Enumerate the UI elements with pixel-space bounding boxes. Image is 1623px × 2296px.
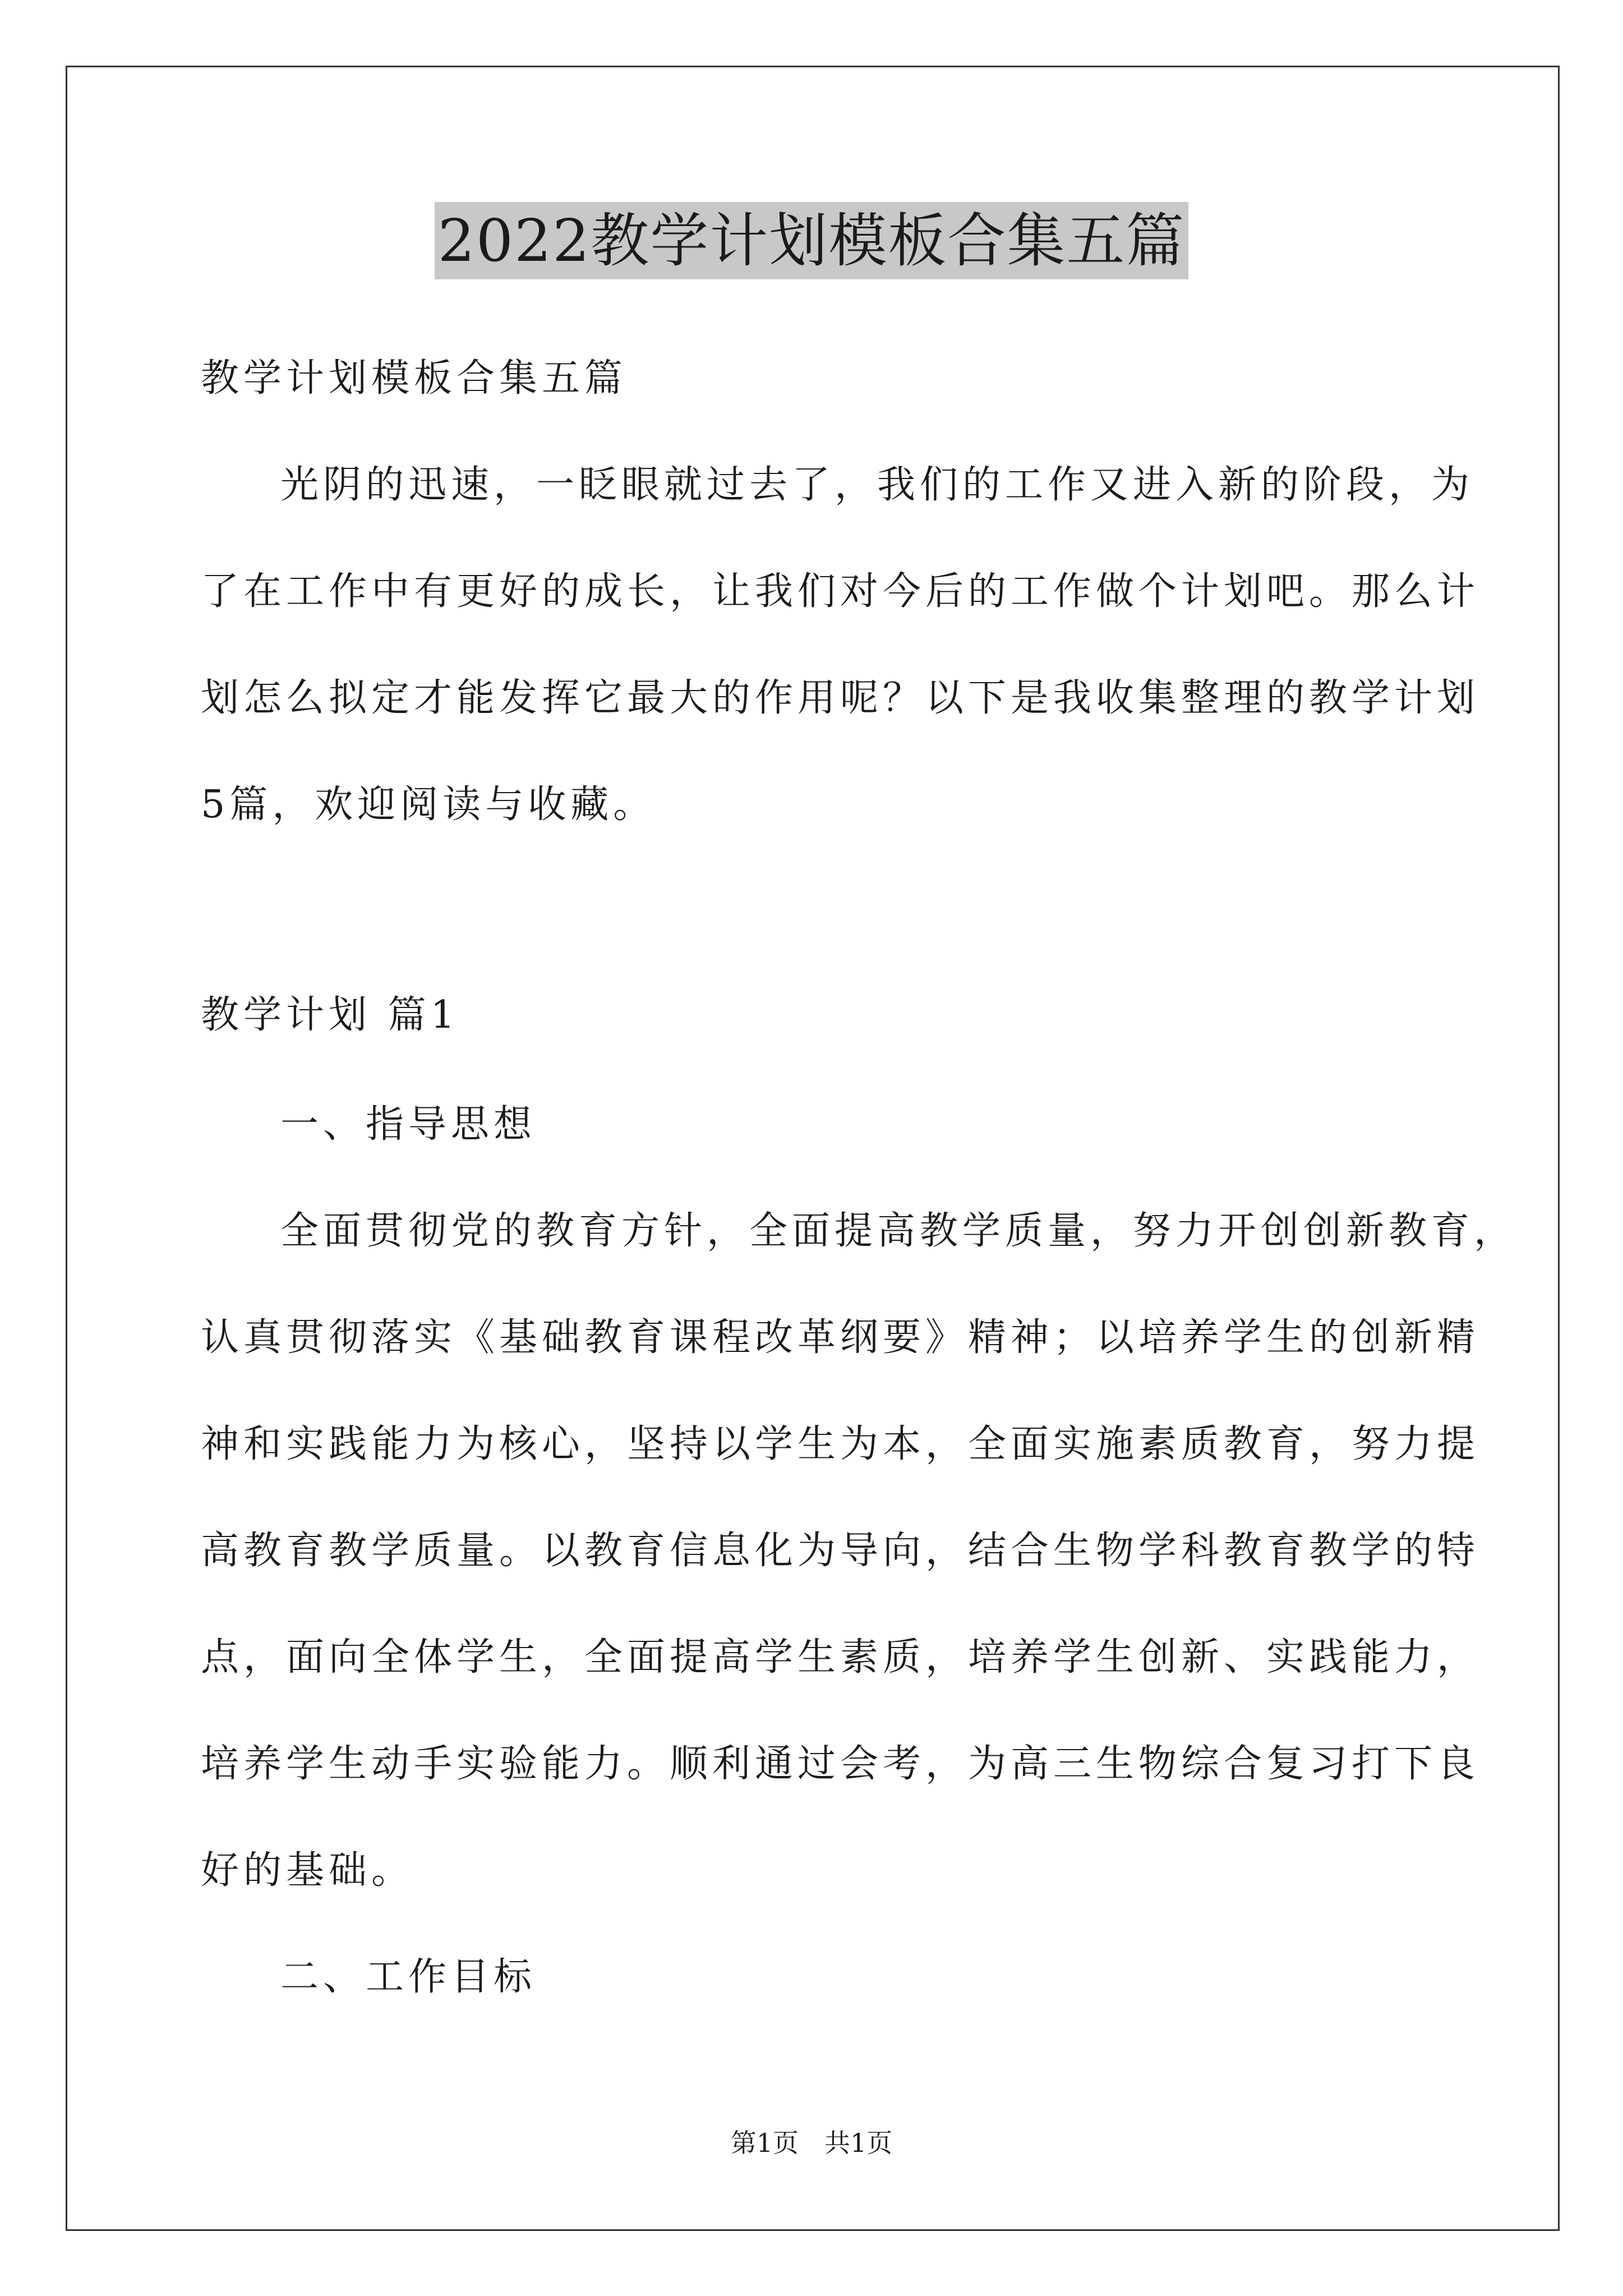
intro-line-4: 5篇，欢迎阅读与收藏。	[201, 783, 656, 827]
intro-line-1: 光阴的迅速，一眨眼就过去了，我们的工作又进入新的阶段，为	[280, 463, 1474, 507]
part1-heading: 一、指导思想	[280, 1102, 537, 1147]
intro-line-2: 了在工作中有更好的成长，让我们对今后的工作做个计划吧。那么计	[201, 569, 1480, 614]
part1-line-1: 全面贯彻党的教育方针，全面提高教学质量，努力开创创新教育，	[280, 1209, 1517, 1253]
part1-line-5: 点，面向全体学生，全面提高学生素质，培养学生创新、实践能力，	[201, 1635, 1480, 1680]
part1-line-6: 培养学生动手实验能力。顺利通过会考，为高三生物综合复习打下良	[201, 1742, 1480, 1786]
part1-line-7: 好的基础。	[201, 1848, 414, 1893]
page-footer: 第1页 共1页	[730, 2128, 893, 2158]
part1-line-3: 神和实践能力为核心，坚持以学生为本，全面实施素质教育，努力提	[201, 1422, 1480, 1466]
document-subtitle: 教学计划模板合集五篇	[201, 356, 628, 401]
document-title: 2022教学计划模板合集五篇	[435, 202, 1189, 279]
part1-line-4: 高教育教学质量。以教育信息化为导向，结合生物学科教育教学的特	[201, 1529, 1480, 1573]
intro-line-3: 划怎么拟定才能发挥它最大的作用呢？以下是我收集整理的教学计划	[201, 676, 1480, 720]
part2-heading: 二、工作目标	[280, 1955, 537, 1999]
title-container	[0, 202, 1623, 279]
section-heading: 教学计划 篇1	[201, 993, 459, 1037]
part1-line-2: 认真贯彻落实《基础教育课程改革纲要》精神；以培养学生的创新精	[201, 1315, 1480, 1360]
